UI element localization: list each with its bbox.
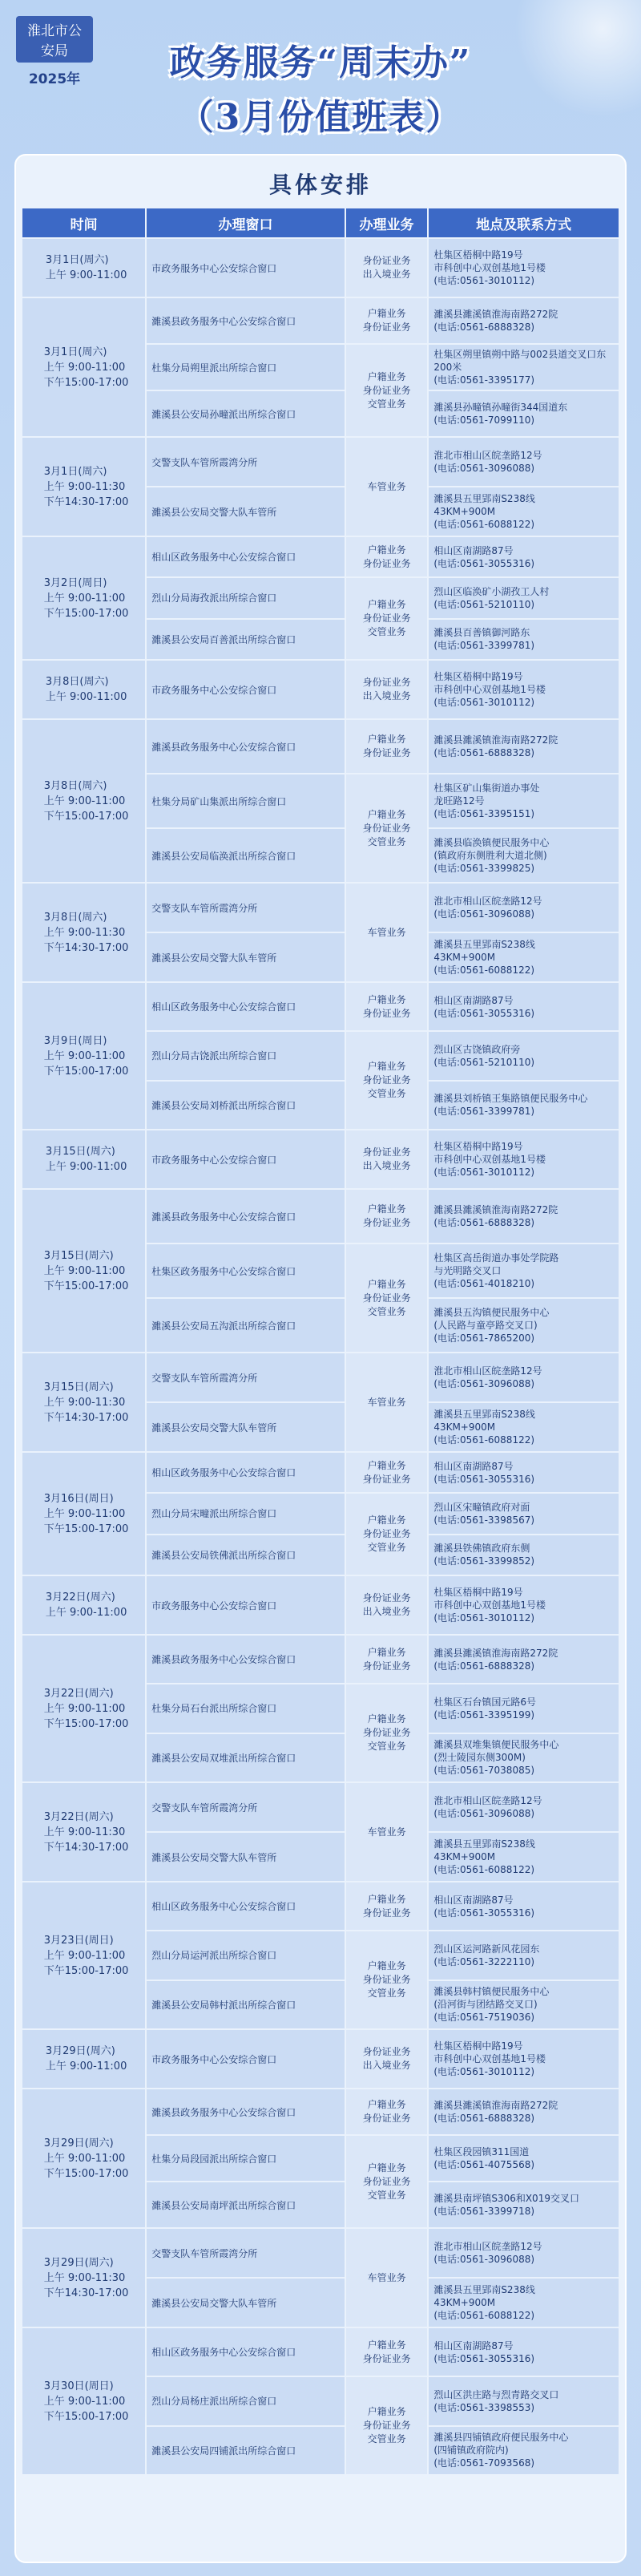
business-text: 户籍业务 身份证业务 [346,537,427,578]
business-text: 户籍业务 身份证业务 [346,1453,427,1494]
address-contact: 杜集区梧桐中路19号 市科创中心双创基地1号楼 (电话:0561-3010112) [433,1141,546,1178]
window-name: 濉溪县公安局临涣派出所综合窗口 [151,850,296,862]
address-contact: 杜集区梧桐中路19号 市科创中心双创基地1号楼 (电话:0561-3010112) [433,249,546,286]
business-text: 户籍业务 身份证业务 交管业务 [362,1278,411,1317]
business-column [346,2328,429,2474]
window-name: 交警支队车管所霞湾分所 [147,1353,345,1403]
window-name: 相山区政务服务中心公安综合窗口 [147,2328,345,2377]
business-column [346,298,429,436]
address-contact: 杜集区矿山集街道办事处 龙旺路12号 (电话:0561-3395151) [429,774,619,829]
window-name: 濉溪县公安局刘桥派出所综合窗口 [151,1099,296,1111]
time-cell: 3月15日(周六) 上午 9:00-11:30 下午14:30-17:00 [22,1353,147,1451]
window-column [147,2030,346,2088]
business-text: 身份证业务 出入境业务 [362,677,411,702]
window-column [147,1130,346,1188]
window-name: 濉溪县公安局铁佛派出所综合窗口 [151,1549,296,1561]
address-contact: 濉溪县韩村镇便民服务中心 (沿河街与团结路交叉口) (电话:0561-7519036) [433,1986,550,2024]
address-contact: 相山区南湖路87号 (电话:0561-3055316) [429,1453,619,1494]
address-contact: 濉溪县五里郢南S238线 43KM+900M (电话:0561-6088122) [433,939,535,976]
window-name: 濉溪县政务服务中心公安综合窗口 [147,1190,345,1244]
business-text: 户籍业务 身份证业务 [346,720,427,774]
window-name: 交警支队车管所霞湾分所 [147,2229,345,2279]
time-cell: 3月1日(周六) 上午 9:00-11:00 下午15:00-17:00 [22,298,147,436]
business-text: 户籍业务 身份证业务 交管业务 [362,1061,411,1100]
business-column [346,983,429,1129]
table-header [22,208,619,237]
address-contact: 濉溪县五里郢南S238线 43KM+900M (电话:0561-6088122) [433,1838,535,1875]
window-column [147,2089,346,2227]
schedule-group [22,2327,619,2474]
business-column [346,1882,429,2028]
time-cell: 3月8日(周六) 上午 9:00-11:00 下午15:00-17:00 [22,720,147,882]
time-cell: 3月16日(周日) 上午 9:00-11:00 下午15:00-17:00 [22,1453,147,1575]
address-contact: 杜集区梧桐中路19号 市科创中心双创基地1号楼 (电话:0561-3010112) [433,2040,546,2077]
page-title: 政务服务“周末办” [169,42,472,83]
address-column [429,1353,619,1451]
business-text: 户籍业务 身份证业务 交管业务 [362,1713,411,1753]
time-cell: 3月29日(周六) 上午 9:00-11:00 [22,2030,147,2088]
address-column [429,2229,619,2327]
window-name: 濉溪县公安局双堆派出所综合窗口 [151,1752,296,1764]
window-name: 市政务服务中心公安综合窗口 [151,2053,277,2065]
window-name: 烈山分局宋疃派出所综合窗口 [147,1494,345,1535]
schedule-group [22,536,619,659]
address-contact: 杜集区朔里镇朔中路与002县道交叉口东200米 (电话:0561-3395177) [429,345,619,391]
window-column [147,884,346,981]
time-cell: 3月8日(周六) 上午 9:00-11:00 [22,661,147,718]
address-column [429,661,619,718]
business-text: 车管业务 [367,480,406,492]
address-contact: 杜集区段园镇311国道 (电话:0561-4075568) [429,2136,619,2182]
schedule-group [22,659,619,718]
schedule-group [22,718,619,882]
business-column [346,661,429,718]
business-text: 户籍业务 身份证业务 [346,1636,427,1684]
business-column [346,1783,429,1881]
business-column [346,1636,429,1781]
time-cell: 3月1日(周六) 上午 9:00-11:00 [22,239,147,297]
window-column [147,1636,346,1781]
schedule-group [22,1188,619,1352]
business-text: 车管业务 [367,1826,406,1838]
schedule-title: 具体安排 [268,172,372,198]
business-text: 户籍业务 身份证业务 [346,1190,427,1244]
column-header-window: 办理窗口 [147,208,346,237]
address-column [429,438,619,536]
address-contact: 相山区南湖路87号 (电话:0561-3055316) [429,537,619,578]
schedule-group [22,436,619,536]
window-name: 濉溪县公安局四铺派出所综合窗口 [151,2445,296,2457]
window-name: 濉溪县公安局交警大队车管所 [151,506,277,518]
window-name: 市政务服务中心公安综合窗口 [151,1599,277,1612]
schedule-group [22,1781,619,1881]
window-column [147,1190,346,1352]
address-column [429,239,619,297]
schedule-group [22,1881,619,2028]
window-column [147,1576,346,1634]
address-contact: 烈山区洪庄路与烈青路交叉口 (电话:0561-3398553) [429,2377,619,2426]
window-column [147,2229,346,2327]
address-column [429,1130,619,1188]
window-column [147,983,346,1129]
time-cell: 3月2日(周日) 上午 9:00-11:00 下午15:00-17:00 [22,537,147,659]
window-name: 交警支队车管所霞湾分所 [147,438,345,487]
business-column [346,1453,429,1575]
address-column [429,2328,619,2474]
address-contact: 烈山区临涣矿小湖孜工人村 (电话:0561-5210110) [429,578,619,619]
business-text: 户籍业务 身份证业务 [346,2328,427,2377]
window-name: 相山区政务服务中心公安综合窗口 [147,537,345,578]
business-text: 身份证业务 出入境业务 [362,1592,411,1617]
business-column [346,884,429,981]
window-name: 市政务服务中心公安综合窗口 [151,684,277,696]
business-text: 户籍业务 身份证业务 交管业务 [362,2406,411,2445]
window-name: 市政务服务中心公安综合窗口 [151,1154,277,1166]
schedule-group [22,981,619,1129]
address-contact: 烈山区宋疃镇政府对面 (电话:0561-3398567) [429,1494,619,1535]
window-name: 市政务服务中心公安综合窗口 [151,262,277,274]
window-name: 烈山分局杨庄派出所综合窗口 [147,2377,345,2426]
org-name: 淮北市公安局 [16,16,93,63]
page-header [0,0,641,152]
address-contact: 濉溪县铁佛镇政府东侧 (电话:0561-3399852) [433,1543,535,1567]
window-name: 烈山分局海孜派出所综合窗口 [147,578,345,619]
business-text: 户籍业务 身份证业务 交管业务 [362,370,411,410]
address-contact: 淮北市相山区皖垄路12号 (电话:0561-3096088) [429,438,619,487]
business-text: 户籍业务 身份证业务 交管业务 [362,808,411,847]
window-name: 濉溪县公安局交警大队车管所 [151,1421,277,1434]
window-name: 濉溪县政务服务中心公安综合窗口 [147,2089,345,2136]
time-cell: 3月23日(周日) 上午 9:00-11:00 下午15:00-17:00 [22,1882,147,2028]
schedule-group [22,2028,619,2088]
org-year: 2025年 [28,71,81,87]
address-column [429,537,619,659]
address-contact: 濉溪县孙疃镇孙疃街344国道东 (电话:0561-7099110) [433,402,568,426]
address-contact: 濉溪县五里郢南S238线 43KM+900M (电话:0561-6088122) [433,2284,535,2321]
window-column [147,1783,346,1881]
column-header-address: 地点及联系方式 [429,208,619,237]
window-column [147,661,346,718]
business-column [346,537,429,659]
window-name: 杜集分局石台派出所综合窗口 [147,1684,345,1733]
window-name: 濉溪县公安局韩村派出所综合窗口 [151,1999,296,2011]
time-cell: 3月22日(周六) 上午 9:00-11:00 [22,1576,147,1634]
time-cell: 3月29日(周六) 上午 9:00-11:00 下午15:00-17:00 [22,2089,147,2227]
schedule-group [22,882,619,981]
schedule-group [22,2227,619,2327]
business-text: 车管业务 [367,2271,406,2283]
business-column [346,720,429,882]
address-contact: 相山区南湖路87号 (电话:0561-3055316) [429,983,619,1032]
business-text: 车管业务 [367,1396,406,1408]
window-column [147,1882,346,2028]
address-contact: 濉溪县五里郢南S238线 43KM+900M (电话:0561-6088122) [433,493,535,530]
schedule-group [22,1352,619,1451]
business-column [346,2089,429,2227]
business-text: 户籍业务 身份证业务 交管业务 [362,1514,411,1554]
address-contact: 濉溪县刘桥镇王集路镇便民服务中心 (电话:0561-3399781) [433,1093,588,1118]
address-contact: 濉溪县濉溪镇淮海南路272院 (电话:0561-6888328) [429,1636,619,1684]
address-contact: 淮北市相山区皖垄路12号 (电话:0561-3096088) [429,1353,619,1403]
business-text: 户籍业务 身份证业务 交管业务 [362,599,411,638]
business-text: 户籍业务 身份证业务 交管业务 [362,1960,411,2000]
window-column [147,1453,346,1575]
table-body [22,237,619,2474]
time-cell: 3月15日(周六) 上午 9:00-11:00 [22,1130,147,1188]
window-column [147,1353,346,1451]
time-cell: 3月9日(周日) 上午 9:00-11:00 下午15:00-17:00 [22,983,147,1129]
window-name: 杜集分局段园派出所综合窗口 [147,2136,345,2182]
address-column [429,1636,619,1781]
schedule-group [22,1129,619,1188]
address-column [429,1453,619,1575]
business-text: 户籍业务 身份证业务 交管业务 [362,2161,411,2201]
business-text: 户籍业务 身份证业务 [346,2089,427,2136]
address-column [429,298,619,436]
business-column [346,1130,429,1188]
window-name: 濉溪县公安局百善派出所综合窗口 [151,633,296,645]
business-column [346,1190,429,1352]
window-name: 相山区政务服务中心公安综合窗口 [147,1453,345,1494]
business-text: 户籍业务 身份证业务 [346,983,427,1032]
column-header-business: 办理业务 [346,208,429,237]
time-cell: 3月15日(周六) 上午 9:00-11:00 下午15:00-17:00 [22,1190,147,1352]
address-contact: 杜集区梧桐中路19号 市科创中心双创基地1号楼 (电话:0561-3010112) [433,671,546,708]
address-contact: 相山区南湖路87号 (电话:0561-3055316) [429,2328,619,2377]
address-contact: 濉溪县五里郢南S238线 43KM+900M (电话:0561-6088122) [433,1409,535,1446]
window-name: 濉溪县政务服务中心公安综合窗口 [147,720,345,774]
address-contact: 杜集区梧桐中路19号 市科创中心双创基地1号楼 (电话:0561-3010112) [433,1587,546,1624]
business-text: 身份证业务 出入境业务 [362,255,411,280]
window-name: 相山区政务服务中心公安综合窗口 [147,983,345,1032]
schedule-group [22,297,619,436]
address-contact: 濉溪县双堆集镇便民服务中心 (烈士陵园东侧300M) (电话:0561-7038085) [433,1739,559,1777]
address-column [429,884,619,981]
business-text: 户籍业务 身份证业务 [346,298,427,345]
business-text: 身份证业务 出入境业务 [362,1146,411,1171]
address-contact: 淮北市相山区皖垄路12号 (电话:0561-3096088) [429,1783,619,1833]
time-cell: 3月22日(周六) 上午 9:00-11:30 下午14:30-17:00 [22,1783,147,1881]
business-text: 身份证业务 出入境业务 [362,2046,411,2071]
address-column [429,720,619,882]
schedule-group [22,1634,619,1781]
address-contact: 杜集区石台镇国元路6号 (电话:0561-3395199) [429,1684,619,1733]
address-column [429,1882,619,2028]
address-contact: 濉溪县濉溪镇淮海南路272院 (电话:0561-6888328) [429,2089,619,2136]
schedule-card [14,154,627,2563]
window-column [147,720,346,882]
window-column [147,438,346,536]
window-name: 烈山分局古饶派出所综合窗口 [147,1032,345,1081]
time-cell: 3月22日(周六) 上午 9:00-11:00 下午15:00-17:00 [22,1636,147,1781]
address-contact: 濉溪县濉溪镇淮海南路272院 (电话:0561-6888328) [429,720,619,774]
address-contact: 濉溪县百善镇御河路东 (电话:0561-3399781) [433,627,535,652]
schedule-group [22,237,619,297]
window-name: 杜集分局朔里派出所综合窗口 [147,345,345,391]
address-contact: 濉溪县南坪镇S306和X019交叉口 (电话:0561-3399718) [433,2193,579,2217]
address-contact: 濉溪县濉溪镇淮海南路272院 (电话:0561-6888328) [429,298,619,345]
address-contact: 濉溪县临涣镇便民服务中心 (镇政府东侧胜利大道北侧) (电话:0561-3399825) [433,837,550,874]
window-name: 相山区政务服务中心公安综合窗口 [147,1882,345,1931]
window-name: 杜集分局矿山集派出所综合窗口 [147,774,345,829]
address-column [429,1190,619,1352]
window-name: 烈山分局运河派出所综合窗口 [147,1931,345,1980]
schedule-group [22,1575,619,1634]
window-name: 濉溪县公安局孙疃派出所综合窗口 [151,408,296,420]
schedule-group [22,1451,619,1575]
address-contact: 烈山区运河路新风花园东 (电话:0561-3222110) [429,1931,619,1980]
address-contact: 濉溪县濉溪镇淮海南路272院 (电话:0561-6888328) [429,1190,619,1244]
column-header-time: 时间 [22,208,147,237]
address-column [429,1576,619,1634]
time-cell: 3月29日(周六) 上午 9:00-11:30 下午14:30-17:00 [22,2229,147,2327]
page-subtitle: （3月份值班表） [178,97,463,138]
window-name: 交警支队车管所霞湾分所 [147,884,345,933]
address-column [429,1783,619,1881]
address-contact: 淮北市相山区皖垄路12号 (电话:0561-3096088) [429,2229,619,2279]
address-contact: 濉溪县四铺镇政府便民服务中心 (四铺镇政府院内) (电话:0561-7093568) [433,2432,569,2469]
window-name: 濉溪县公安局五沟派出所综合窗口 [151,1320,296,1332]
address-column [429,2030,619,2088]
business-column [346,239,429,297]
business-column [346,2229,429,2327]
window-name: 濉溪县政务服务中心公安综合窗口 [147,298,345,345]
time-cell: 3月1日(周六) 上午 9:00-11:30 下午14:30-17:00 [22,438,147,536]
window-name: 濉溪县公安局交警大队车管所 [151,1851,277,1863]
business-column [346,1353,429,1451]
time-cell: 3月30日(周日) 上午 9:00-11:00 下午15:00-17:00 [22,2328,147,2474]
window-column [147,537,346,659]
address-column [429,983,619,1129]
window-column [147,298,346,436]
address-contact: 相山区南湖路87号 (电话:0561-3055316) [429,1882,619,1931]
business-column [346,2030,429,2088]
window-name: 杜集区政务服务中心公安综合窗口 [147,1244,345,1299]
window-name: 交警支队车管所霞湾分所 [147,1783,345,1833]
schedule-group [22,2088,619,2227]
business-text: 车管业务 [367,926,406,938]
window-name: 濉溪县公安局南坪派出所综合窗口 [151,2199,296,2211]
business-column [346,1576,429,1634]
address-contact: 淮北市相山区皖垄路12号 (电话:0561-3096088) [429,884,619,933]
business-text: 户籍业务 身份证业务 [346,1882,427,1931]
address-column [429,2089,619,2227]
address-contact: 杜集区高岳街道办事处学院路 与光明路交叉口 (电话:0561-4018210) [429,1244,619,1299]
business-column [346,438,429,536]
window-name: 濉溪县公安局交警大队车管所 [151,952,277,964]
window-column [147,239,346,297]
window-column [147,2328,346,2474]
window-name: 濉溪县政务服务中心公安综合窗口 [147,1636,345,1684]
time-cell: 3月8日(周六) 上午 9:00-11:30 下午14:30-17:00 [22,884,147,981]
window-name: 濉溪县公安局交警大队车管所 [151,2297,277,2309]
address-contact: 濉溪县五沟镇便民服务中心 (人民路与童亭路交叉口) (电话:0561-7865200) [433,1307,550,1344]
address-contact: 烈山区古饶镇政府旁 (电话:0561-5210110) [429,1032,619,1081]
